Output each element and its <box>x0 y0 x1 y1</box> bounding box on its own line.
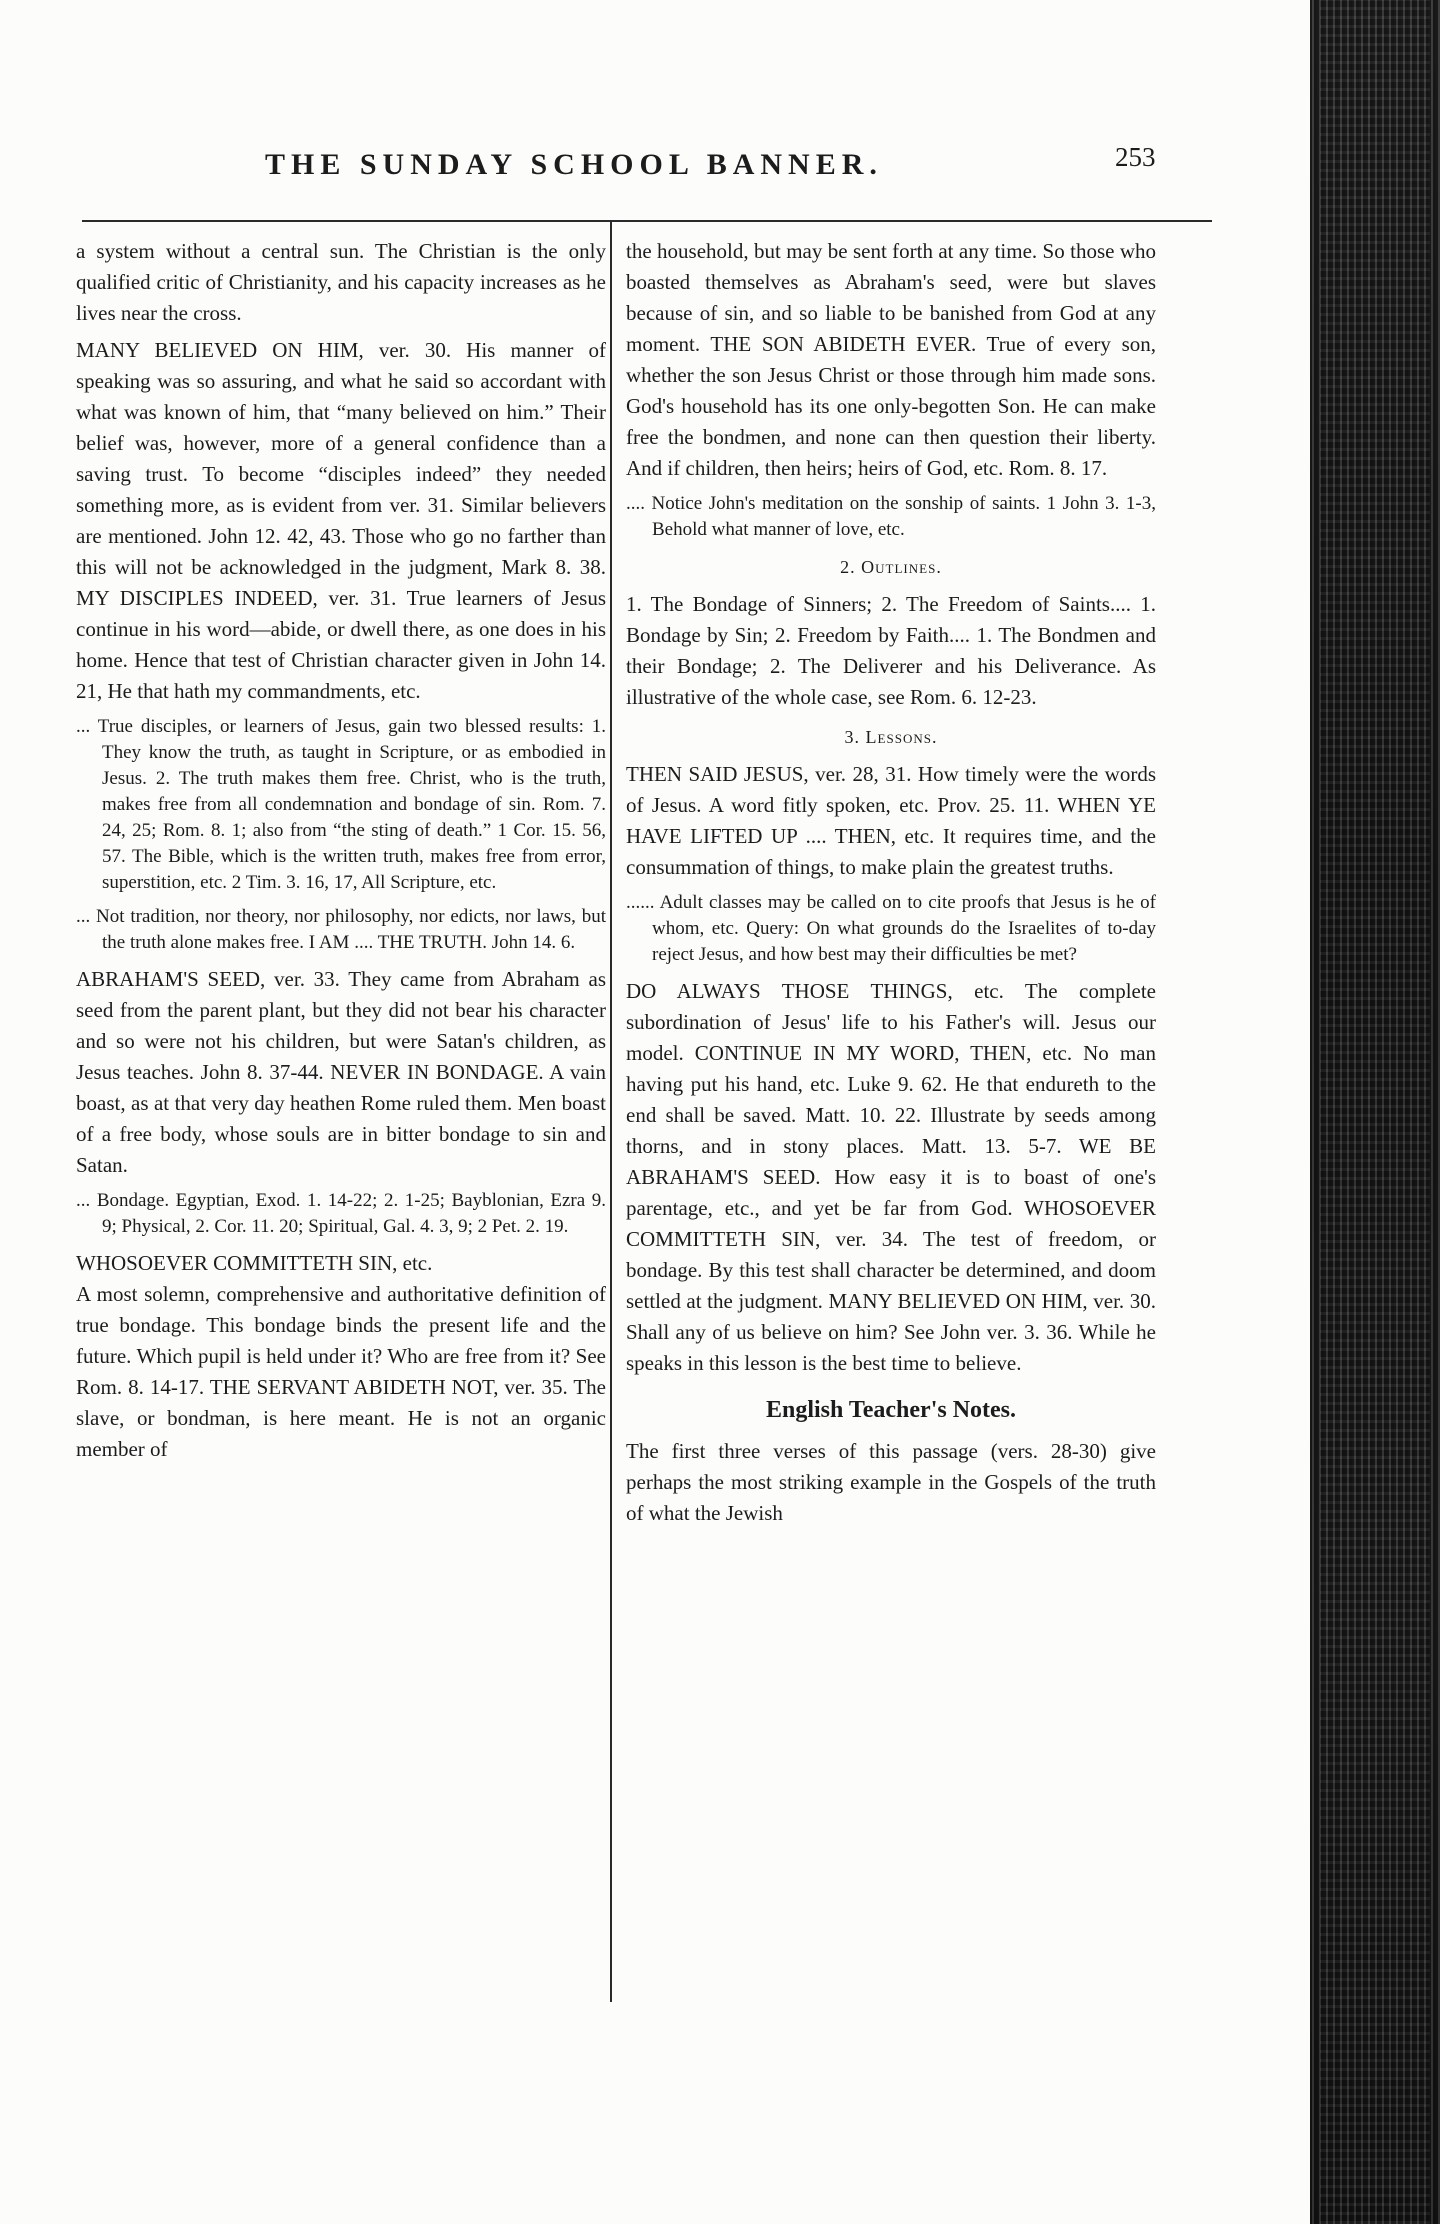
note-paragraph: ... True disciples, or learners of Jesus, gain two blessed results: 1. They know the truth, as taught in Scripture, or as embodied in Jesus. 2. The truth makes them free. Christ, who is the truth, makes free from all condemnation and bondage of sin. Rom. 7. 24, 25; Rom. 8. 1; also from “the sting of death.” 1 Cor. 15. 56, 57. The Bible, which is the written truth, makes free from error, superstition, etc. 2 Tim. 3. 16, 17, All Scripture, etc. <box>76 716 606 893</box>
section-heading: English Teacher's Notes. <box>765 1397 1017 1423</box>
paragraph: A most solemn, comprehensive and authoritative definition of true bondage. This bondage binds the present life and the future. Which pupil is held under it? Who are free from it? See Rom. 8. 14-17. THE SERVANT ABIDETH NOT, ver. 35. The slave, or bondman, is here meant. He is not an organic member of <box>76 1282 606 1461</box>
paragraph: The first three verses of this passage (vers. 28-30) give perhaps the most striking example in the Gospels of the truth of what the Jewish <box>626 1439 1156 1525</box>
page-number: 253 <box>1115 142 1156 172</box>
right-column <box>626 236 1156 1529</box>
note-paragraph: ... Bondage. Egyptian, Exod. 1. 14-22; 2. 1-25; Bayblonian, Ezra 9. 9; Physical, 2. Cor. 11. 20; Spiritual, Gal. 4. 3, 9; 2 Pet. 2. 19. <box>76 1190 606 1237</box>
paragraph: THEN SAID JESUS, ver. 28, 31. How timely were the words of Jesus. A word fitly spoken, etc. Prov. 25. 11. WHEN YE HAVE LIFTED UP .... THEN, etc. It requires time, and the consummation of things, to make plain the greatest truths. <box>626 762 1156 879</box>
running-header <box>80 140 1230 190</box>
note-paragraph: ... Not tradition, nor theory, nor philosophy, nor edicts, nor laws, but the truth alone makes free. I AM .... THE TRUTH. John 14. 6. <box>76 906 606 953</box>
note-paragraph: ...... Adult classes may be called on to cite proofs that Jesus is he of whom, etc. Query: On what grounds do the Israelites of to-day reject Jesus, and how best may their difficulties be met? <box>626 892 1156 965</box>
note-paragraph: .... Notice John's meditation on the sonship of saints. 1 John 3. 1-3, Behold what manner of love, etc. <box>626 493 1156 540</box>
paragraph: MANY BELIEVED ON HIM, ver. 30. His manner of speaking was so assuring, and what he said so accordant with what was known of him, that “many believed on him.” Their belief was, however, more of a general confidence than a saving trust. To become “disciples indeed” they needed something more, as is evident from ver. 31. Similar believers are mentioned. John 12. 42, 43. Those who go no farther than this will not be acknowledged in the judgment, Mark 8. 38. MY DISCIPLES INDEED, ver. 31. True learners of Jesus continue in his word—abide, or dwell there, as one does in his home. Hence that test of Christian character given in John 14. 21, He that hath my commandments, etc. <box>76 338 606 703</box>
lessons-heading: 3. Lessons. <box>844 727 938 747</box>
paragraph: 1. The Bondage of Sinners; 2. The Freedom of Saints.... 1. Bondage by Sin; 2. Freedom by Faith.... 1. The Bondmen and their Bondage; 2. The Deliverer and his Deliverance. As illustrative of the whole case, see Rom. 6. 12-23. <box>626 592 1156 709</box>
header-rule <box>82 220 1212 222</box>
column-divider <box>610 222 612 2002</box>
paragraph: ABRAHAM'S SEED, ver. 33. They came from Abraham as seed from the parent plant, but they did not bear his character and so were not his children, but were Satan's children, as Jesus teaches. John 8. 37-44. NEVER IN BONDAGE. A vain boast, as at that very day heathen Rome ruled them. Men boast of a free body, whose souls are in bitter bondage to sin and Satan. <box>76 967 606 1177</box>
paragraph: DO ALWAYS THOSE THINGS, etc. The complete subordination of Jesus' life to his Father's will. Jesus our model. CONTINUE IN MY WORD, THEN, etc. No man having put his hand, etc. Luke 9. 62. He that endureth to the end shall be saved. Matt. 10. 22. Illustrate by seeds among thorns, and in stony places. Matt. 13. 5-7. WE BE ABRAHAM'S SEED. How easy it is to boast of one's parentage, etc., and yet be far from God. WHOSOEVER COMMITTETH SIN, ver. 34. The test of freedom, or bondage. By this test shall character be determined, and doom settled at the judgment. MANY BELIEVED ON HIM, ver. 30. Shall any of us believe on him? See John ver. 3. 36. While he speaks in this lesson is the best time to believe. <box>626 979 1156 1375</box>
book-page-edge <box>1310 0 1440 2224</box>
outlines-heading: 2. Outlines. <box>840 557 942 577</box>
left-column <box>76 236 606 1465</box>
header-title: THE SUNDAY SCHOOL BANNER. <box>265 148 883 181</box>
paragraph: the household, but may be sent forth at any time. So those who boasted themselves as Abraham's seed, were but slaves because of sin, and so liable to be banished from God at any moment. THE SON ABIDETH EVER. True of every son, whether the son Jesus Christ or those through him made sons. God's household has its one only-begotten Son. He can make free the bondmen, and none can then question their liberty. And if children, then heirs; heirs of God, etc. Rom. 8. 17. <box>626 239 1156 480</box>
page-edge-texture <box>1320 0 1430 2224</box>
paragraph: a system without a central sun. The Christian is the only qualified critic of Christianity, and his capacity increases as he lives near the cross. <box>76 239 606 325</box>
paragraph-heading: WHOSOEVER COMMITTETH SIN, etc. <box>76 1251 433 1275</box>
